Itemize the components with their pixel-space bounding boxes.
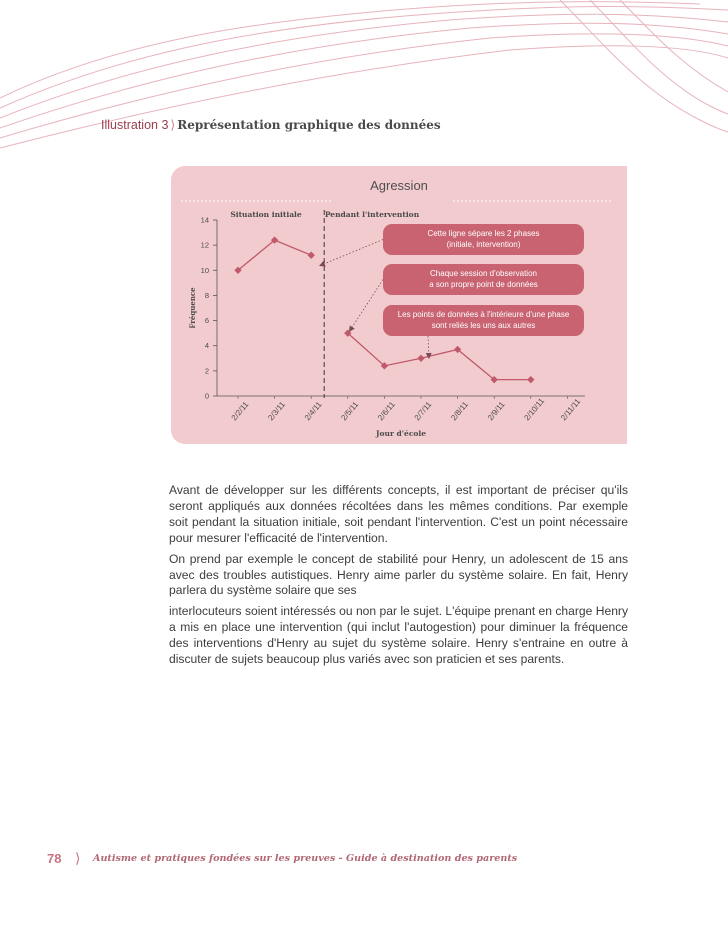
data-point — [308, 252, 315, 259]
x-tick-label: 2/5/11 — [339, 399, 361, 423]
data-point — [417, 355, 424, 362]
paragraph: interlocuteurs soient intéressés ou non par le sujet. L'équipe prenant en charge Henry a mis en place une intervention (qui inclut l'autogestion) pour diminuer la fréquence des interventions d'Henry au sujet du système solaire. Henry s'entraine en outre à discuter de sujets beaucoup plus variés avec son praticien et ses parents. — [169, 604, 628, 667]
x-axis-label: Jour d'école — [375, 429, 427, 438]
x-tick-label: 2/10/11 — [522, 396, 547, 423]
callout-leader — [319, 240, 383, 267]
series-line-phase-2 — [348, 333, 531, 380]
x-tick-label: 2/6/11 — [376, 399, 397, 423]
y-tick-label: 12 — [200, 240, 209, 250]
annotation-text: a son propre point de données — [429, 280, 538, 289]
paragraph: Avant de développer sur les différents concepts, il est important de préciser qu'ils seront appliqués aux données récoltées dans les mêmes conditions. Par exemple soit pendant la situation initiale, soit pendant l'intervention. C'est un point nécessaire pour mesurer l'efficacité de l'intervention. — [169, 483, 628, 545]
footer-title: Autisme et pratiques fondées sur les preuves - Guide à destination des parents — [93, 853, 518, 864]
illustration-label: Illustration 3 — [101, 118, 169, 132]
x-tick-label: 2/9/11 — [485, 399, 507, 423]
separator-chevron-icon: ⟩ — [170, 118, 176, 132]
annotation-text: Chaque session d'observation — [430, 269, 537, 278]
y-tick-label: 0 — [204, 391, 209, 401]
y-tick-label: 2 — [204, 366, 209, 376]
x-tick-label: 2/7/11 — [412, 399, 434, 423]
series-line-phase-1 — [238, 240, 311, 270]
page-footer — [47, 851, 707, 871]
annotation-text: Cette ligne sépare les 2 phases — [427, 229, 540, 238]
arrowhead-icon — [349, 325, 355, 332]
y-tick-label: 4 — [204, 341, 209, 351]
callout-leader — [349, 280, 383, 333]
illustration-title: Représentation graphique des données — [177, 118, 441, 132]
y-tick-label: 10 — [200, 265, 209, 275]
x-tick-label: 2/4/11 — [302, 399, 324, 423]
x-tick-label: 2/3/11 — [266, 399, 288, 423]
phase-label-intervention: Pendant l'intervention — [324, 210, 420, 219]
y-tick-label: 14 — [200, 215, 209, 225]
chart-title: Agression — [370, 178, 428, 193]
paragraph: On prend par exemple le concept de stabilité pour Henry, un adolescent de 15 ans avec des troubles autistiques. Henry aime parler du système solaire. En fait, Henry parlera du système solaire que ses — [169, 551, 628, 598]
y-tick-label: 8 — [204, 290, 209, 300]
y-tick-label: 6 — [204, 316, 209, 326]
data-point — [527, 376, 534, 383]
x-tick-label: 2/11/11 — [559, 396, 583, 423]
illustration-heading — [101, 117, 441, 132]
x-tick-label: 2/8/11 — [449, 399, 471, 423]
footer-chevron-icon: ⟩ — [75, 850, 81, 866]
phase-label-initial: Situation initiale — [230, 210, 302, 219]
decorative-curves — [0, 0, 728, 180]
x-tick-label: 2/2/11 — [229, 399, 251, 423]
annotation-text: sont reliés les uns aux autres — [431, 321, 536, 330]
y-axis-label: Fréquence — [188, 287, 197, 329]
body-text — [169, 483, 628, 673]
page-number: 78 — [47, 851, 62, 866]
aggression-line-chart — [171, 166, 627, 444]
annotation-text: Les points de données à l'intérieure d'une phase — [397, 310, 570, 319]
annotation-text: (initiale, intervention) — [446, 240, 521, 249]
